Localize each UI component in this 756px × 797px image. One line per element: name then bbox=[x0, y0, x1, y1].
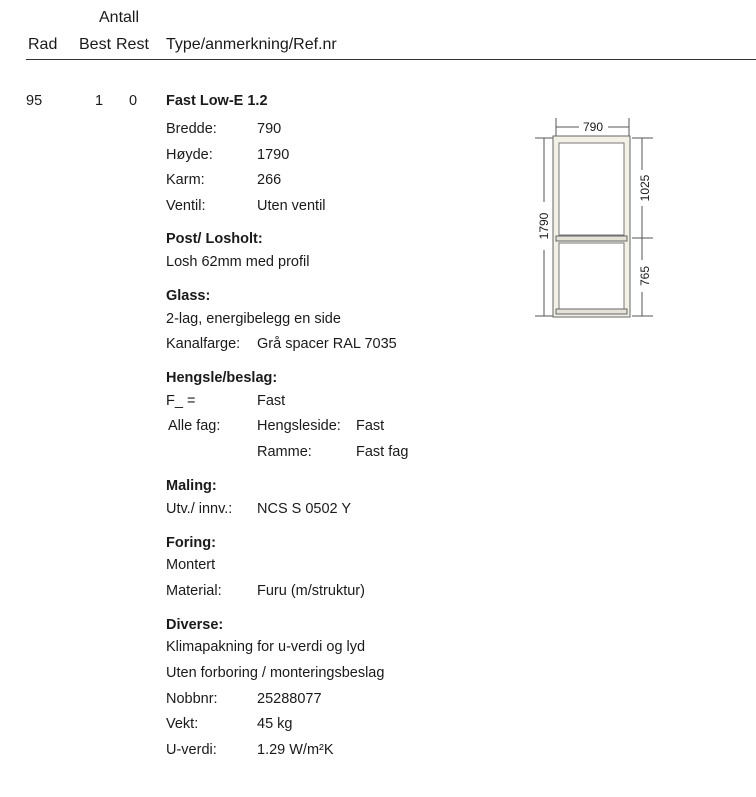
maling-title: Maling: bbox=[166, 478, 217, 494]
allefag-label: Alle fag: bbox=[168, 418, 221, 434]
foring-text: Montert bbox=[166, 557, 216, 573]
spec-label: Karm: bbox=[166, 172, 205, 188]
hengsle-title: Hengsle/beslag: bbox=[166, 370, 278, 386]
upper-section-label: 1025 bbox=[638, 174, 652, 202]
ramme-label: Ramme: bbox=[257, 444, 312, 460]
uverdi-value: 1.29 W/m²K bbox=[257, 742, 334, 758]
material-label: Material: bbox=[166, 583, 222, 599]
lower-section-label: 765 bbox=[638, 265, 652, 287]
maling-value: NCS S 0502 Y bbox=[257, 501, 352, 517]
glass-text: 2-lag, energibelegg en side bbox=[166, 311, 341, 327]
diverse-title: Diverse: bbox=[166, 617, 224, 633]
lower-glass-pane bbox=[559, 243, 624, 309]
nobbnr-label: Nobbnr: bbox=[166, 691, 218, 707]
bottom-sill bbox=[556, 309, 627, 314]
spec-label: Bredde: bbox=[166, 121, 217, 137]
f-value: Fast bbox=[257, 393, 286, 409]
header-type: Type/anmerkning/Ref.nr bbox=[166, 36, 337, 53]
maling-label: Utv./ innv.: bbox=[166, 501, 233, 517]
spec-label: Høyde: bbox=[166, 147, 213, 163]
uverdi-label: U-verdi: bbox=[166, 742, 217, 758]
row-rad: 95 bbox=[26, 93, 43, 109]
header-rest: Rest bbox=[116, 36, 149, 53]
vekt-label: Vekt: bbox=[166, 716, 199, 732]
kanalfarge-label: Kanalfarge: bbox=[166, 336, 241, 352]
spec-value: 1790 bbox=[257, 147, 290, 163]
transom-bar bbox=[556, 236, 627, 241]
kanalfarge-value: Grå spacer RAL 7035 bbox=[257, 336, 397, 352]
upper-glass-pane bbox=[559, 143, 624, 235]
material-value: Furu (m/struktur) bbox=[257, 583, 365, 599]
spec-value: Uten ventil bbox=[257, 198, 326, 214]
post-text: Losh 62mm med profil bbox=[166, 254, 310, 270]
spec-value: 790 bbox=[257, 121, 282, 137]
row-rest: 0 bbox=[129, 93, 138, 109]
post-title: Post/ Losholt: bbox=[166, 231, 263, 247]
product-title: Fast Low-E 1.2 bbox=[166, 93, 268, 109]
height-label: 1790 bbox=[537, 212, 551, 240]
header-divider bbox=[26, 59, 756, 60]
window-drawing bbox=[525, 110, 665, 325]
row-best: 1 bbox=[95, 93, 104, 109]
header-best: Best bbox=[79, 36, 112, 53]
spec-value: 266 bbox=[257, 172, 282, 188]
width-label: 790 bbox=[582, 120, 604, 134]
ramme-value: Fast fag bbox=[356, 444, 409, 460]
diverse-line2: Uten forboring / monteringsbeslag bbox=[166, 665, 385, 681]
nobbnr-value: 25288077 bbox=[257, 691, 322, 707]
f-label: F_ = bbox=[166, 393, 196, 409]
hengsleside-label: Hengsleside: bbox=[257, 418, 341, 434]
diverse-line1: Klimapakning for u-verdi og lyd bbox=[166, 639, 366, 655]
header-rad: Rad bbox=[28, 36, 58, 53]
spec-label: Ventil: bbox=[166, 198, 206, 214]
hengsleside-value: Fast bbox=[356, 418, 385, 434]
header-antall: Antall bbox=[99, 9, 140, 26]
foring-title: Foring: bbox=[166, 535, 216, 551]
glass-title: Glass: bbox=[166, 288, 211, 304]
vekt-value: 45 kg bbox=[257, 716, 293, 732]
